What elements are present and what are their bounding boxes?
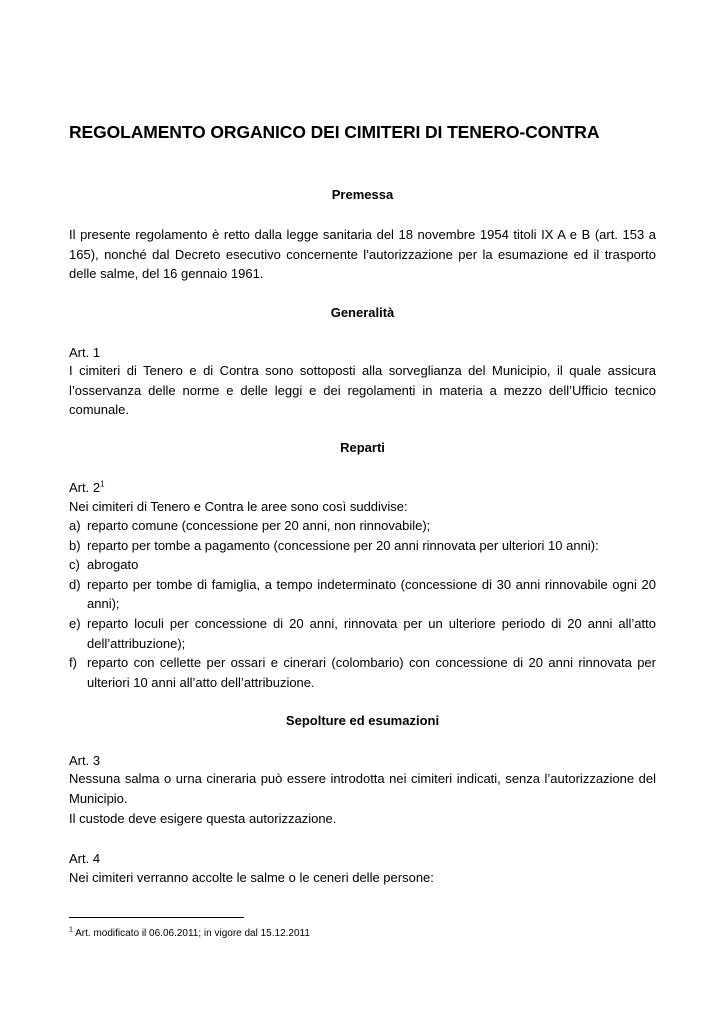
reparti-list <box>69 516 656 692</box>
heading-sepolture: Sepolture ed esumazioni <box>285 713 440 728</box>
art-3-paragraph: Nessuna salma o urna cineraria può essere introdotta nei cimiteri indicati, senza l’autorizzazione del Municipio. <box>69 771 656 806</box>
art-1-label: Art. 1 <box>69 345 101 360</box>
premessa-paragraph: Il presente regolamento è retto dalla legge sanitaria del 18 novembre 1954 titoli IX A e B (art. 153 a 165), nonché dal Decreto esecutivo concernente l’autorizzazione per la esumazione ed il trasporto delle salme, del 16 gennaio 1961. <box>69 227 656 282</box>
list-item-label: c) <box>69 557 80 573</box>
document-title: REGOLAMENTO ORGANICO DEI CIMITERI DI TENERO-CONTRA <box>69 122 600 142</box>
art-2-label-text: Art. 2 <box>69 480 101 495</box>
art-2-label <box>69 478 105 497</box>
list-item-text: reparto per tombe a pagamento (concessione per 20 anni rinnovata per ulteriori 10 anni): <box>87 537 599 553</box>
list-item-text: reparto loculi per concessione di 20 anni, rinnovata per un ulteriore periodo di 20 anni all’atto dell’attribuzione); <box>87 615 656 651</box>
art-3-label: Art. 3 <box>69 753 101 768</box>
list-item-label: a) <box>69 518 81 533</box>
heading-generalita: Generalità <box>330 305 395 320</box>
list-item-label: f) <box>69 655 77 671</box>
list-item-label: e) <box>69 615 81 631</box>
list-item-text: reparto per tombe di famiglia, a tempo indeterminato (concessione di 30 anni rinnovabile ogni 20 anni); <box>87 576 656 612</box>
art-1-paragraph: I cimiteri di Tenero e di Contra sono sottoposti alla sorveglianza del Municipio, il quale assicura l’osservanza delle norme e delle leggi e dei regolamenti in materia a mezzo dell’Ufficio tecnico comunale. <box>69 363 656 418</box>
art-4-paragraph: Nei cimiteri verranno accolte le salme o le ceneri delle persone: <box>69 870 434 885</box>
list-item <box>69 653 656 692</box>
list-item <box>69 536 656 556</box>
art-4-label: Art. 4 <box>69 851 101 866</box>
list-item-text: abrogato <box>87 557 139 573</box>
heading-premessa: Premessa <box>331 187 394 202</box>
footnote-ref: 1 <box>100 479 105 489</box>
list-item <box>69 516 656 536</box>
list-item <box>69 575 656 614</box>
list-item-label: b) <box>69 537 81 553</box>
list-item-text: reparto con cellette per ossari e cinerari (colombario) con concessione di 20 anni rinnovata per ulteriori 10 anni all’atto dell’attribuzione. <box>87 655 656 690</box>
list-item <box>69 555 656 575</box>
list-item-text: reparto comune (concessione per 20 anni, non rinnovabile); <box>87 518 431 533</box>
footnote-divider <box>69 917 244 918</box>
footnote-number: 1 <box>69 926 73 934</box>
list-item <box>69 614 656 653</box>
footnote <box>69 927 310 941</box>
heading-reparti: Reparti <box>340 440 385 455</box>
art-3-paragraph-2: Il custode deve esigere questa autorizzazione. <box>69 811 337 826</box>
art-2-intro: Nei cimiteri di Tenero e Contra le aree sono così suddivise: <box>69 499 408 514</box>
list-item-label: d) <box>69 576 81 592</box>
footnote-text: Art. modificato il 06.06.2011; in vigore dal 15.12.2011 <box>75 928 310 939</box>
